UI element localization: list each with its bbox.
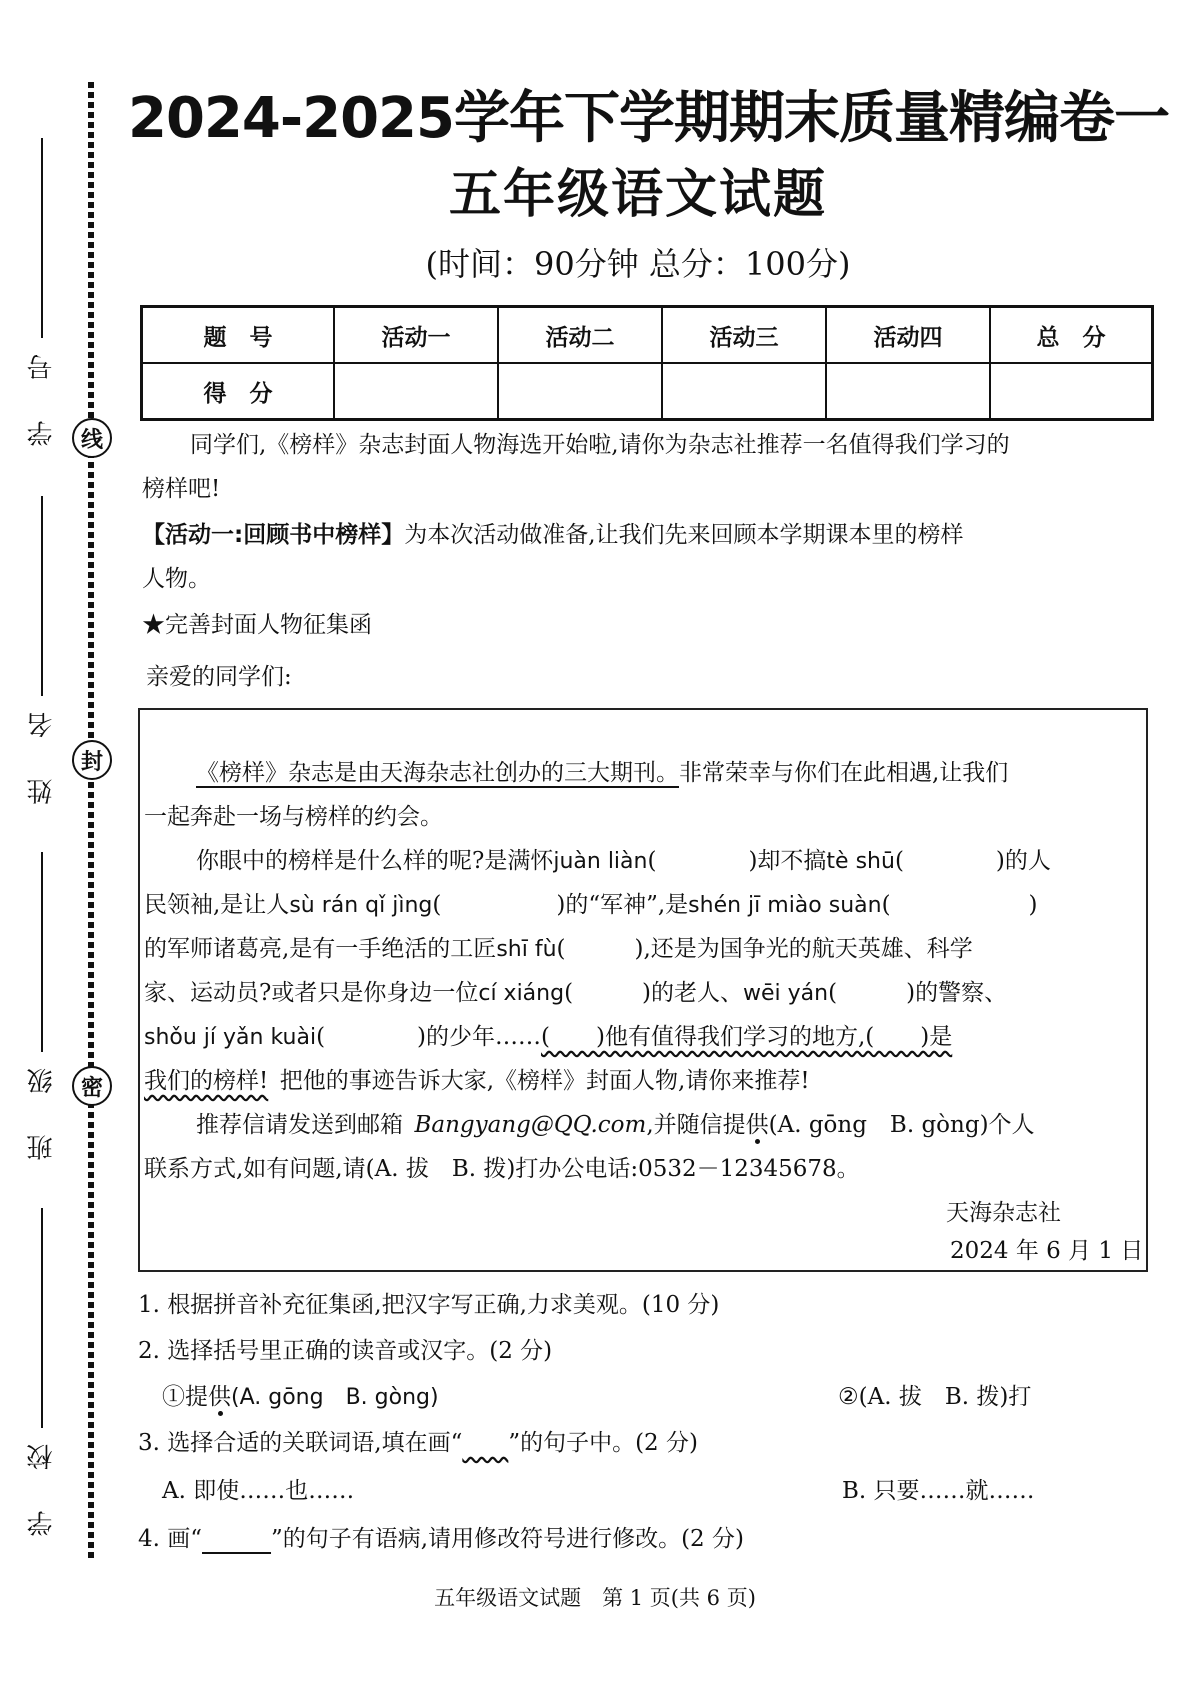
question-2-option-2[interactable]: ②(A. 拔 B. 拨)打 <box>838 1384 1032 1410</box>
score-row-label: 得 分 <box>142 363 335 420</box>
question-text: 4. 画“ <box>138 1526 203 1552</box>
letter-text: 的军师诸葛亮,是有一手绝活的工匠 <box>144 936 497 962</box>
letter-line-5 <box>144 934 1144 965</box>
question-text: ”的句子有语病,请用修改符号进行修改。(2 分) <box>271 1526 744 1552</box>
page-footer: 五年级语文试题 第 1 页(共 6 页) <box>434 1586 756 1610</box>
answer-blank[interactable]: ( ) <box>881 892 1038 918</box>
school-field <box>22 1208 62 1536</box>
pinyin-prompt: sù rán qǐ jìng <box>289 893 433 918</box>
letter-text: 的人 <box>1004 848 1051 874</box>
letter-text: 的老人、 <box>651 980 744 1006</box>
intro-line-1: 同学们,《榜样》杂志封面人物海选开始啦,请你为杂志社推荐一名值得我们学习的 <box>190 432 1010 458</box>
letter-text: 民领袖,是让人 <box>144 892 290 918</box>
option-text: ①提 <box>162 1384 208 1410</box>
question-text: ”的句子中。(2 分) <box>508 1430 698 1456</box>
table-header-cell: 活动二 <box>498 307 662 364</box>
wavy-underlined-sentence[interactable]: ( )他有值得我们学习的地方,( )是 <box>541 1024 953 1050</box>
letter-date: 2024 年 6 月 1 日 <box>950 1238 1144 1264</box>
score-cell-activity2[interactable] <box>498 363 662 420</box>
letter-text: 的“军神”,是 <box>565 892 689 918</box>
wavy-line-sample <box>462 1430 508 1456</box>
letter-line-6 <box>144 978 1144 1009</box>
pinyin-prompt: shǒu jí yǎn kuài <box>144 1025 317 1050</box>
school-line[interactable] <box>41 1208 43 1428</box>
underlined-sentence: 《榜样》杂志是由天海杂志社创办的三大期刊。 <box>196 760 679 786</box>
letter-line-10: 联系方式,如有问题,请(A. 拔 B. 拨)打办公电话:0532－12345678。 <box>144 1156 860 1182</box>
question-1: 1. 根据拼音补充征集函,把汉字写正确,力求美观。(10 分) <box>138 1292 720 1318</box>
activity1-text: 为本次活动做准备,让我们先来回顾本学期课本里的榜样 <box>404 522 964 548</box>
student-id-line[interactable] <box>41 138 43 338</box>
question-3-option-a[interactable]: A. 即使……也…… <box>162 1478 355 1504</box>
letter-line-7 <box>144 1022 1144 1053</box>
score-table-header-row <box>142 307 1153 364</box>
letter-line-2: 一起奔赴一场与榜样的约会。 <box>144 804 443 830</box>
answer-blank[interactable]: ( ) <box>316 1024 427 1050</box>
recruitment-letter-box <box>138 708 1148 1272</box>
exam-title: 2024-2025学年下学期期末质量精编卷一 <box>128 86 1169 151</box>
answer-blank[interactable]: ( ) <box>432 892 566 918</box>
question-2-option-1[interactable] <box>162 1382 439 1413</box>
wavy-underlined-sentence: 我们的榜样! <box>144 1068 269 1094</box>
table-header-cell: 活动四 <box>826 307 990 364</box>
letter-line-9 <box>196 1110 1190 1140</box>
question-2: 2. 选择括号里正确的读音或汉字。(2 分) <box>138 1338 553 1364</box>
letter-text: 的少年…… <box>426 1024 542 1050</box>
intro-line-2: 榜样吧! <box>142 476 221 502</box>
letter-text: 的警察、 <box>915 980 1008 1006</box>
activity1-line-2: 人物。 <box>142 566 211 592</box>
letter-signature: 天海杂志社 <box>946 1200 1061 1226</box>
letter-text: ,还是为国争光的航天英雄、科学 <box>643 936 973 962</box>
emphasis-dotted-char: 供 <box>208 1384 231 1410</box>
name-line[interactable] <box>41 496 43 696</box>
exam-time-info: (时间：90分钟 总分：100分) <box>425 245 851 283</box>
letter-text: 推荐信请发送到邮箱 <box>196 1112 403 1138</box>
table-header-cell: 题 号 <box>142 307 335 364</box>
score-cell-activity1[interactable] <box>334 363 498 420</box>
score-cell-activity3[interactable] <box>662 363 826 420</box>
table-header-cell: 活动三 <box>662 307 826 364</box>
name-label: 姓 名 <box>27 696 57 805</box>
score-cell-activity4[interactable] <box>826 363 990 420</box>
school-label: 学 校 <box>27 1428 57 1537</box>
letter-text: (A. gōng B. gòng)个人 <box>768 1112 1035 1138</box>
letter-line-8 <box>144 1066 1144 1096</box>
pinyin-prompt: shī fù <box>496 937 557 962</box>
activity1-heading: 【活动一:回顾书中榜样】 <box>142 522 405 548</box>
letter-text: ,并随信提 <box>646 1112 746 1138</box>
table-header-cell: 总 分 <box>990 307 1153 364</box>
activity1-line-1 <box>142 520 964 550</box>
option-text: (A. gōng B. gòng) <box>231 1385 439 1410</box>
student-id-label: 学 号 <box>27 338 57 447</box>
answer-blank[interactable]: ( ) <box>647 848 758 874</box>
question-4 <box>138 1524 744 1554</box>
letter-line-1 <box>196 758 1190 788</box>
letter-line-4 <box>144 890 1144 921</box>
letter-text: 却不搞 <box>757 848 827 874</box>
class-line[interactable] <box>41 852 43 1052</box>
binding-dotted-line <box>88 82 94 1562</box>
letter-text: 非常荣幸与你们在此相遇,让我们 <box>679 760 1009 786</box>
question-3 <box>138 1428 698 1458</box>
exam-subtitle: 五年级语文试题 <box>448 165 827 225</box>
pinyin-prompt: tè shū <box>826 849 895 874</box>
score-cell-total[interactable] <box>990 363 1153 420</box>
activity1-star-task: ★完善封面人物征集函 <box>142 612 372 638</box>
pinyin-prompt: shén jī miào suàn <box>688 893 882 918</box>
emphasis-dotted-char: 供 <box>745 1112 769 1138</box>
class-field <box>22 852 62 1160</box>
pinyin-prompt: cí xiáng <box>478 981 565 1006</box>
table-header-cell: 活动一 <box>334 307 498 364</box>
straight-line-sample <box>202 1526 271 1552</box>
pinyin-prompt: juàn liàn <box>553 849 648 874</box>
question-text: 3. 选择合适的关联词语,填在画“ <box>138 1430 463 1456</box>
question-3-option-b[interactable]: B. 只要……就…… <box>842 1478 1035 1504</box>
pinyin-prompt: wēi yán <box>743 981 829 1006</box>
letter-line-3 <box>196 846 1190 877</box>
answer-blank[interactable]: ( ) <box>894 848 1005 874</box>
student-id-field <box>22 138 62 446</box>
seal-circle-line: 线 <box>72 418 112 458</box>
answer-blank[interactable]: ( ) <box>564 980 652 1006</box>
score-table <box>140 305 1154 421</box>
seal-circle-secret: 密 <box>72 1066 112 1106</box>
class-label: 班 级 <box>27 1052 57 1161</box>
letter-text: 你眼中的榜样是什么样的呢?是满怀 <box>196 848 554 874</box>
answer-blank[interactable]: ( ) <box>556 936 644 962</box>
email-address: Bangyang@QQ.com <box>414 1112 647 1138</box>
seal-circle-seal: 封 <box>72 740 112 780</box>
score-table-score-row <box>142 363 1153 420</box>
answer-blank[interactable]: ( ) <box>828 980 916 1006</box>
name-field <box>22 496 62 804</box>
letter-text: 把他的事迹告诉大家,《榜样》封面人物,请你来推荐! <box>279 1068 810 1094</box>
letter-greeting: 亲爱的同学们: <box>146 664 292 690</box>
letter-text: 家、运动员?或者只是你身边一位 <box>144 980 479 1006</box>
